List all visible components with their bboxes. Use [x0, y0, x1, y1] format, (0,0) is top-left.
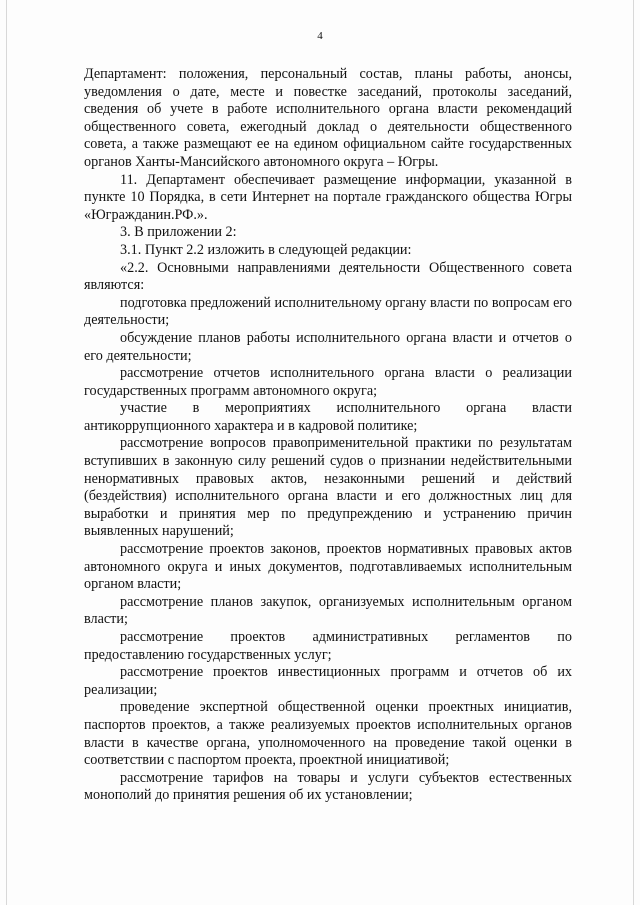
list-item-procurement-plans: рассмотрение планов закупок, организуемых исполнительным органом власти; [84, 593, 572, 628]
scan-edge-right [633, 0, 634, 905]
paragraph-item-3: 3. В приложении 2: [120, 224, 237, 241]
paragraph-item-3-1: 3.1. Пункт 2.2 изложить в следующей редакции: [120, 241, 412, 258]
list-item-plans-discussion: обсуждение планов работы исполнительного органа власти и отчетов о его деятельности; [84, 329, 572, 364]
list-item-tariffs: рассмотрение тарифов на товары и услуги субъектов естественных монополий до принятия решения об их установлении; [84, 769, 572, 804]
page-number: 4 [317, 30, 323, 42]
list-item-admin-regulations: рассмотрение проектов административных регламентов по предоставлению государственных услуг; [84, 629, 572, 663]
paragraph-item-11: 11. Департамент обеспечивает размещение информации, указанной в пункте 10 Порядка, в сети Интернет на портале гражданского общества Югры «Югражданин.РФ.». [84, 171, 572, 223]
list-item-program-reports: рассмотрение отчетов исполнительного органа власти о реализации государственных программ автономного округа; [84, 365, 572, 399]
scan-edge-left [6, 0, 7, 905]
list-item-law-enforcement-practice: рассмотрение вопросов правоприменительной практики по результатам вступивших в законную силу решений судов о признании недействительными ненормативных правовых актов, незаконными решений и действий (бездействия) исполнительного органа власти и его должностных лиц для выработки и принятия мер по предупреждению и устранению причин выявленных нарушений; [84, 435, 572, 540]
paragraph-department-info: Департамент: положения, персональный состав, планы работы, анонсы, уведомления о дате, месте и повестке заседаний, протоколы заседаний, сведения об учете в работе исполнительного органа власти рекомендаций общественного совета, ежегодный доклад о деятельности общественного совета, а также размещают ее на едином официальном сайте государственных органов Ханты-Мансийского автономного округа – Югры. [84, 66, 572, 170]
list-item-anticorruption: участие в мероприятиях исполнительного органа власти антикоррупционного характера и в кадровой политике; [84, 400, 572, 434]
document-body [84, 66, 572, 805]
list-item-investment-programs: рассмотрение проектов инвестиционных программ и отчетов об их реализации; [84, 664, 572, 698]
list-item-proposals: подготовка предложений исполнительному органу власти по вопросам его деятельности; [84, 294, 572, 329]
paragraph-item-2-2: «2.2. Основными направлениями деятельности Общественного совета являются: [84, 259, 572, 294]
list-item-expert-assessment: проведение экспертной общественной оценки проектных инициатив, паспортов проектов, а также реализуемых проектов исполнительных органов власти в качестве органа, уполномоченного на проведение такой оценки в соответствии с паспортом проекта, проектной инициативой; [84, 699, 572, 769]
list-item-draft-laws: рассмотрение проектов законов, проектов нормативных правовых актов автономного округа и иных документов, подготавливаемых исполнительным органом власти; [84, 541, 572, 593]
